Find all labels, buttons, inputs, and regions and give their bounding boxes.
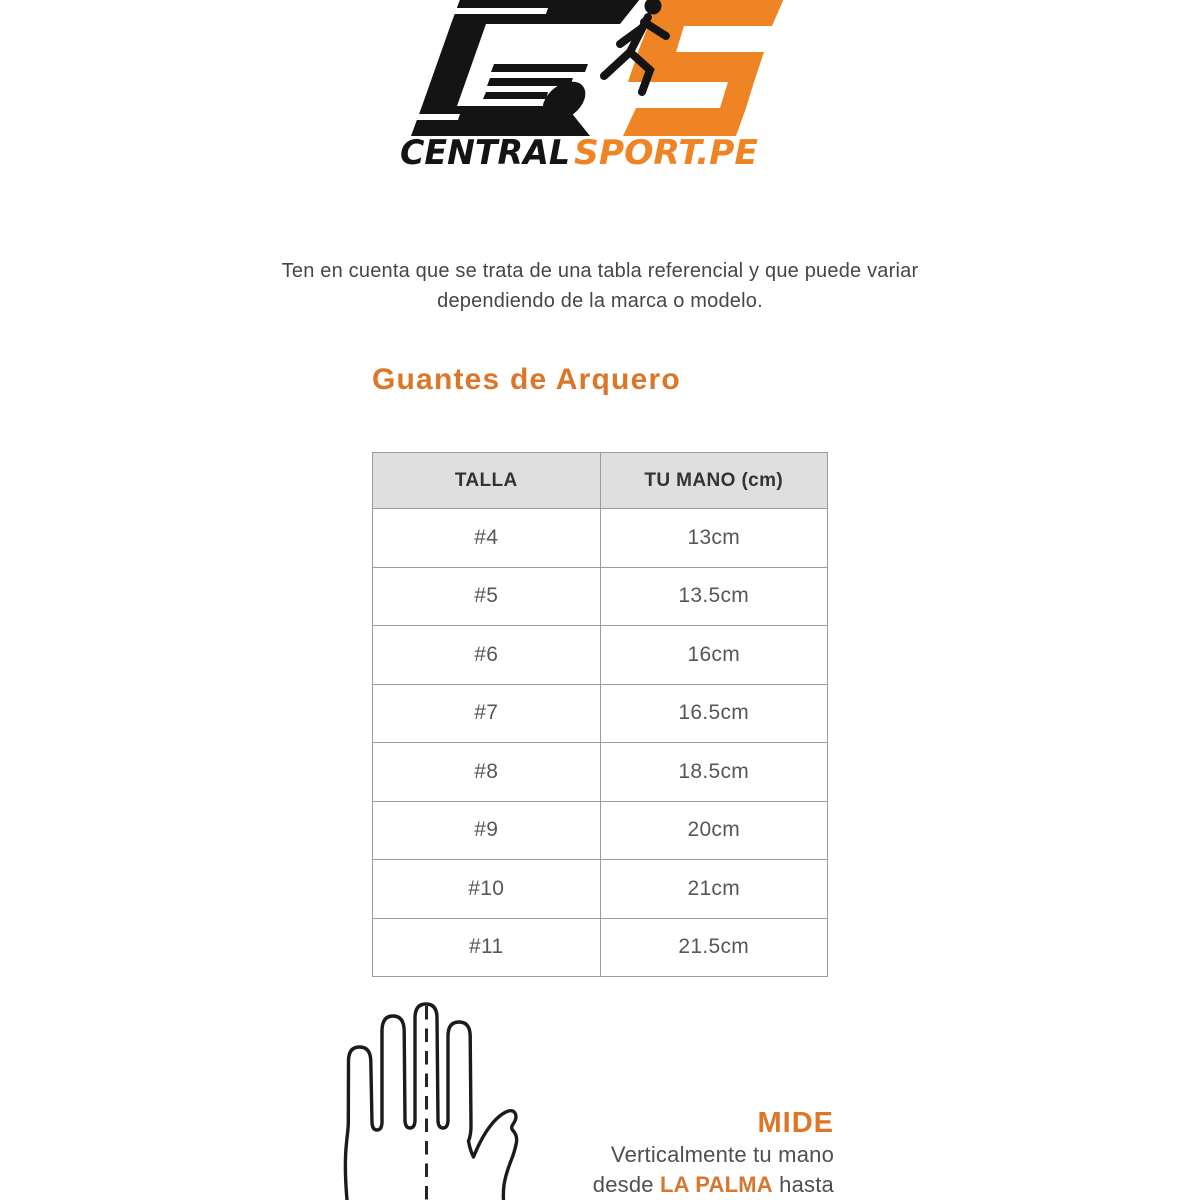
size-table-body bbox=[373, 509, 828, 977]
size-cell: #8 bbox=[373, 743, 601, 802]
section-title: Guantes de Arquero bbox=[372, 363, 681, 396]
hand-measure-cell: 21cm bbox=[600, 860, 828, 919]
measure-line2-suffix: hasta bbox=[772, 1172, 834, 1197]
intro-line-2: dependiendo de la marca o modelo. bbox=[437, 290, 763, 312]
hand-outline-illustration bbox=[320, 985, 560, 1200]
table-row bbox=[373, 509, 828, 568]
intro-text bbox=[0, 256, 1200, 316]
header-talla: TALLA bbox=[373, 453, 601, 509]
measure-line-1: Verticalmente tu mano bbox=[610, 1142, 834, 1167]
hand-measure-cell: 21.5cm bbox=[600, 918, 828, 977]
hand-measure-cell: 16cm bbox=[600, 626, 828, 685]
size-cell: #9 bbox=[373, 801, 601, 860]
size-cell: #6 bbox=[373, 626, 601, 685]
hand-measure-cell: 18.5cm bbox=[600, 743, 828, 802]
table-row bbox=[373, 801, 828, 860]
measure-line2-highlight: LA PALMA bbox=[660, 1172, 773, 1197]
intro-line-1: Ten en cuenta que se trata de una tabla referencial y que puede variar bbox=[281, 260, 919, 282]
hand-measure-cell: 13cm bbox=[600, 509, 828, 568]
measure-line2-prefix: desde bbox=[592, 1172, 661, 1197]
measure-line-2 bbox=[593, 1170, 834, 1200]
measure-heading: MIDE bbox=[757, 1107, 834, 1139]
table-row bbox=[373, 918, 828, 977]
table-row bbox=[373, 684, 828, 743]
size-cell: #4 bbox=[373, 509, 601, 568]
size-table bbox=[372, 452, 828, 977]
size-cell: #5 bbox=[373, 567, 601, 626]
centralsport-logo bbox=[398, 0, 794, 176]
header-tu-mano: TU MANO (cm) bbox=[600, 453, 828, 509]
size-cell: #7 bbox=[373, 684, 601, 743]
table-row bbox=[373, 860, 828, 919]
logo-wordmark-central: CENTRAL bbox=[400, 133, 570, 173]
table-header-row bbox=[373, 453, 828, 509]
table-row bbox=[373, 626, 828, 685]
hand-measure-cell: 16.5cm bbox=[600, 684, 828, 743]
table-row bbox=[373, 743, 828, 802]
size-cell: #11 bbox=[373, 918, 601, 977]
table-row bbox=[373, 567, 828, 626]
size-cell: #10 bbox=[373, 860, 601, 919]
hand-outline bbox=[345, 1004, 516, 1200]
hand-measure-cell: 20cm bbox=[600, 801, 828, 860]
measure-instructions bbox=[593, 1106, 834, 1200]
logo-wordmark-sport: SPORT.PE bbox=[574, 133, 758, 173]
hand-measure-cell: 13.5cm bbox=[600, 567, 828, 626]
